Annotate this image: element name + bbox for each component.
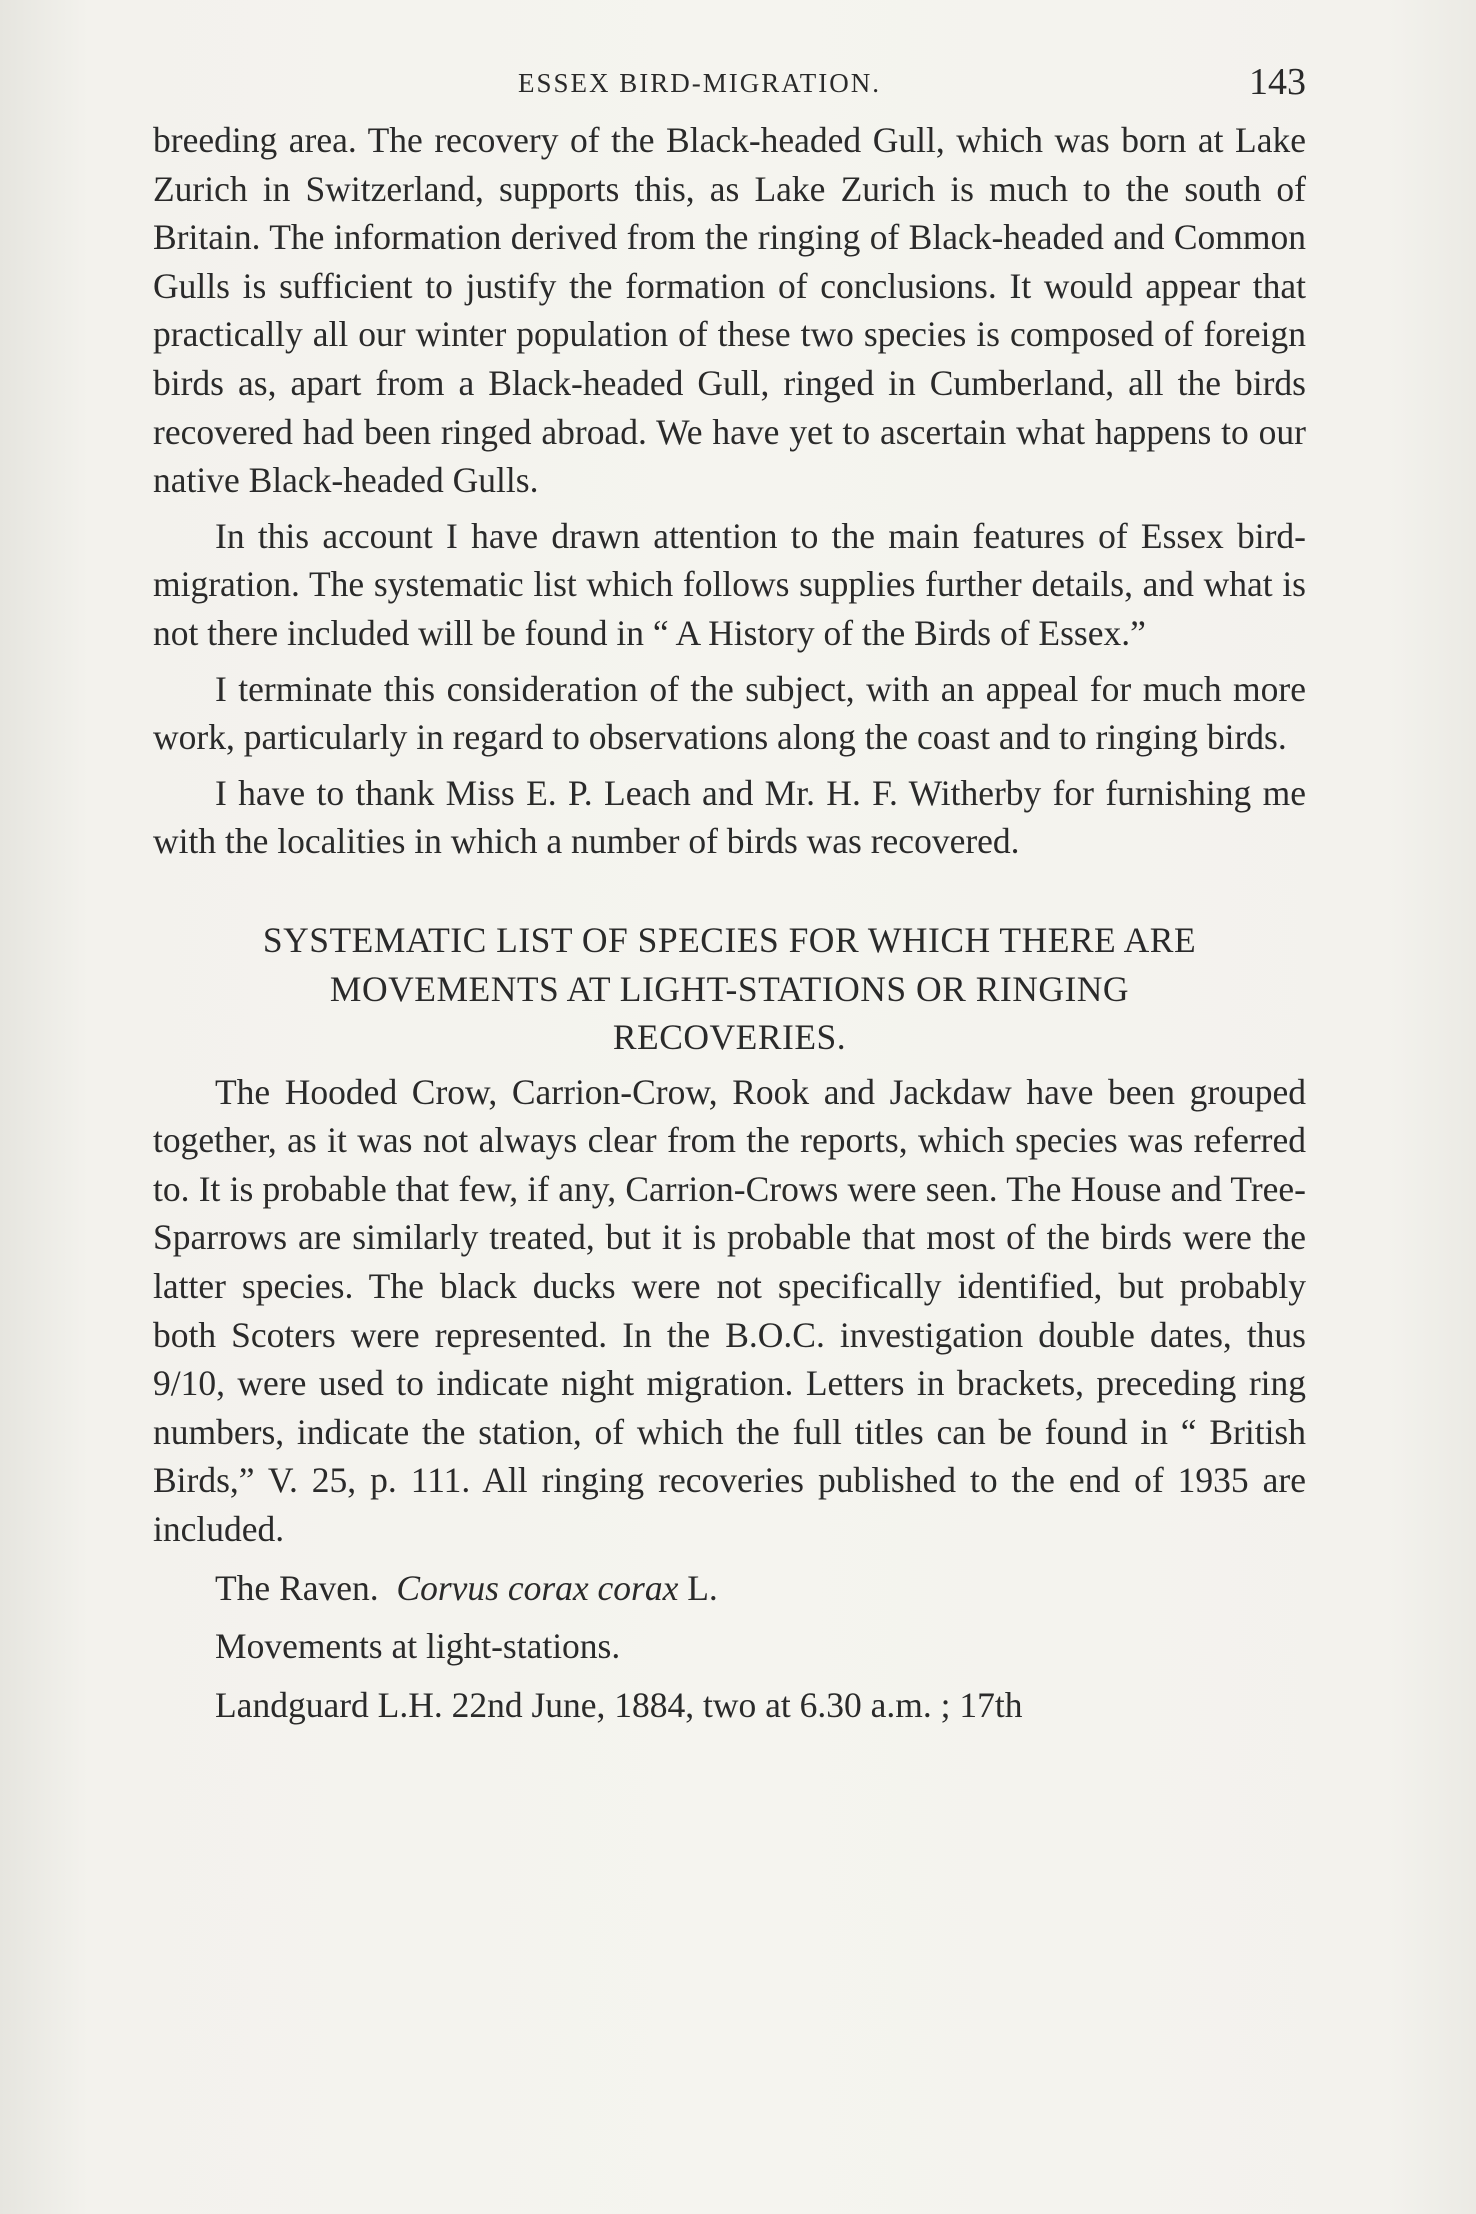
body-paragraph-account: In this account I have drawn attention to the main features of Essex bird-migration. The systematic list which follows supplies further details, and what is not there included will be found in “ A History of the Birds of Essex.” <box>153 515 1306 653</box>
page-number: 143 <box>1249 61 1306 103</box>
book-page <box>153 60 1306 1729</box>
section-heading-line: RECOVERIES. <box>612 1017 847 1058</box>
species-record: Landguard L.H. 22nd June, 1884, two at 6.30 a.m. ; 17th <box>215 1684 1023 1725</box>
species-common-name: The Raven. <box>215 1567 379 1608</box>
body-paragraph-thanks: I have to thank Miss E. P. Leach and Mr. H. F. Witherby for furnishing me with the localities in which a number of birds was recovered. <box>153 772 1306 862</box>
species-title <box>153 1564 1306 1613</box>
species-entry-heading <box>153 1564 1306 1613</box>
section-heading <box>153 916 1306 1062</box>
section-heading-line: MOVEMENTS AT LIGHT-STATIONS OR RINGING <box>329 968 1130 1009</box>
body-paragraph-appeal: I terminate this consideration of the subject, with an appeal for much more work, particularly in regard to observations along the coast and to ringing birds. <box>153 668 1306 758</box>
body-paragraph-continued: breeding area. The recovery of the Black-headed Gull, which was born at Lake Zurich in Switzerland, supports this, as Lake Zurich is much to the south of Britain. The information derived from the ringing of Black-headed and Common Gulls is sufficient to justify the formation of conclusions. It would appear that practically all our winter population of these two species is composed of foreign birds as, apart from a Black-headed Gull, ringed in Cumberland, all the birds recovered had been ringed abroad. We have yet to ascertain what happens to our native Black-headed Gulls. <box>153 120 1306 501</box>
movements-label: Movements at light-stations. <box>215 1626 621 1667</box>
species-authority: L. <box>687 1567 718 1608</box>
section-heading-line: SYSTEMATIC LIST OF SPECIES FOR WHICH THERE ARE <box>262 919 1197 960</box>
section-intro-paragraph: The Hooded Crow, Carrion-Crow, Rook and Jackdaw have been grouped together, as it was not always clear from the reports, which species was referred to. It is probable that few, if any, Carrion-Crows were seen. The House and Tree-Sparrows are similarly treated, but it is probable that most of the birds were the latter species. The black ducks were not specifically identified, but probably both Scoters were represented. In the B.O.C. investigation double dates, thus 9/10, were used to indicate night migration. Letters in brackets, preceding ring numbers, indicate the station, of which the full titles can be found in “ British Birds,” V. 25, p. 111. All ringing recoveries published to the end of 1935 are included. <box>153 1071 1306 1550</box>
running-head <box>153 60 1306 116</box>
running-title: ESSEX BIRD-MIGRATION. <box>517 68 881 98</box>
species-scientific-name: Corvus corax corax <box>396 1567 679 1608</box>
